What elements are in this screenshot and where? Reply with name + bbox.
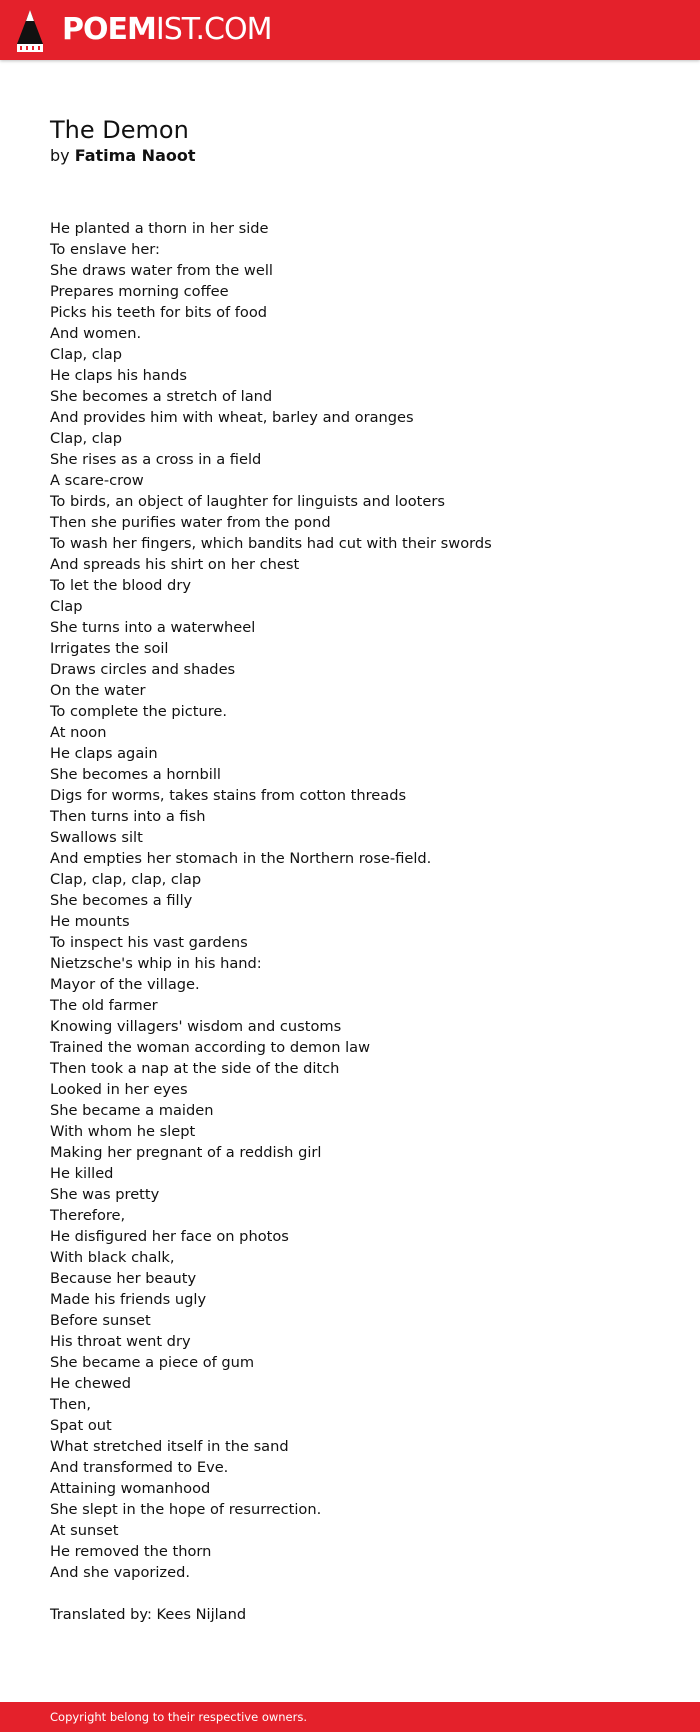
poem-author[interactable]: Fatima Naoot [74,146,196,165]
poem-line: To wash her fingers, which bandits had cut with their swords [50,535,492,552]
poem-line: A scare-crow [50,472,144,489]
poem-line: What stretched itself in the sand [50,1438,289,1455]
poem-line: Knowing villagers' wisdom and customs [50,1018,342,1035]
poem-line: Made his friends ugly [50,1291,207,1308]
poem-line: Clap, clap [50,346,123,363]
logo-bold-text: POEM [62,12,156,47]
site-footer [0,1702,700,1732]
site-header [0,0,700,60]
poem-body [50,218,670,1583]
poem-line: Because her beauty [50,1270,197,1287]
poem-line: Clap [50,598,83,615]
poem-title: The Demon [50,116,189,144]
footer-copyright: Copyright belong to their respective owners. [50,1710,308,1724]
poem-line: She was pretty [50,1186,160,1203]
poem-line: He claps again [50,745,158,762]
poem-line: Spat out [50,1417,112,1434]
translator-credit: Translated by: Kees Nijland [50,1606,247,1623]
pencil-tip-icon[interactable] [17,10,43,52]
poem-line: Attaining womanhood [50,1480,211,1497]
poem-line: Mayor of the village. [50,976,200,993]
poem-line: She rises as a cross in a field [50,451,262,468]
poem-line: Digs for worms, takes stains from cotton threads [50,787,407,804]
poem-content [50,115,670,1625]
poem-line: Before sunset [50,1312,151,1329]
poem-line: Draws circles and shades [50,661,236,678]
poem-line: Then turns into a fish [50,808,206,825]
poem-line: He killed [50,1165,114,1182]
poem-line: Then took a nap at the side of the ditch [50,1060,340,1077]
poem-line: And empties her stomach in the Northern rose-field. [50,850,432,867]
poem-line: To enslave her: [50,241,160,258]
poem-line: Swallows silt [50,829,143,846]
poem-line: Picks his teeth for bits of food [50,304,268,321]
poem-line: Prepares morning coffee [50,283,229,300]
poem-line: At sunset [50,1522,119,1539]
poem-line: She slept in the hope of resurrection. [50,1501,322,1518]
poem-line: On the water [50,682,146,699]
poem-line: To birds, an object of laughter for linguists and looters [50,493,445,510]
poem-line: Clap, clap, clap, clap [50,871,202,888]
poem-line: To inspect his vast gardens [50,934,248,951]
poem-line: She became a piece of gum [50,1354,255,1371]
poem-line: And provides him with wheat, barley and oranges [50,409,414,426]
poem-line: Looked in her eyes [50,1081,188,1098]
poem-line: Therefore, [50,1207,126,1224]
poem-line: With whom he slept [50,1123,196,1140]
poem-line: Then, [50,1396,92,1413]
poem-line: And transformed to Eve. [50,1459,229,1476]
poem-line: She becomes a hornbill [50,766,221,783]
poem-line: She becomes a stretch of land [50,388,273,405]
poem-line: And spreads his shirt on her chest [50,556,300,573]
poem-line: She turns into a waterwheel [50,619,256,636]
by-label: by [50,146,70,165]
poem-line: He claps his hands [50,367,187,384]
poem-line: Clap, clap [50,430,123,447]
poem-line: The old farmer [50,997,158,1014]
poem-line: To let the blood dry [50,577,191,594]
poem-line: She draws water from the well [50,262,273,279]
poem-byline [50,145,670,167]
poem-line: And women. [50,325,142,342]
poem-line: Then she purifies water from the pond [50,514,331,531]
poem-line: And she vaporized. [50,1564,190,1581]
poem-line: He disfigured her face on photos [50,1228,289,1245]
poem-line: He mounts [50,913,130,930]
poem-line: Trained the woman according to demon law [50,1039,371,1056]
poem-line: At noon [50,724,107,741]
poem-line: Nietzsche's whip in his hand: [50,955,262,972]
poem-line: He planted a thorn in her side [50,220,269,237]
poem-line: His throat went dry [50,1333,191,1350]
poem-line: She becomes a filly [50,892,193,909]
poem-line: Irrigates the soil [50,640,169,657]
poem-line: He removed the thorn [50,1543,212,1560]
logo-light-text: IST.COM [155,12,272,47]
poem-line: She became a maiden [50,1102,214,1119]
site-logo[interactable] [62,12,271,48]
poem-line: To complete the picture. [50,703,228,720]
poem-line: With black chalk, [50,1249,175,1266]
poem-line: He chewed [50,1375,132,1392]
poem-line: Making her pregnant of a reddish girl [50,1144,322,1161]
